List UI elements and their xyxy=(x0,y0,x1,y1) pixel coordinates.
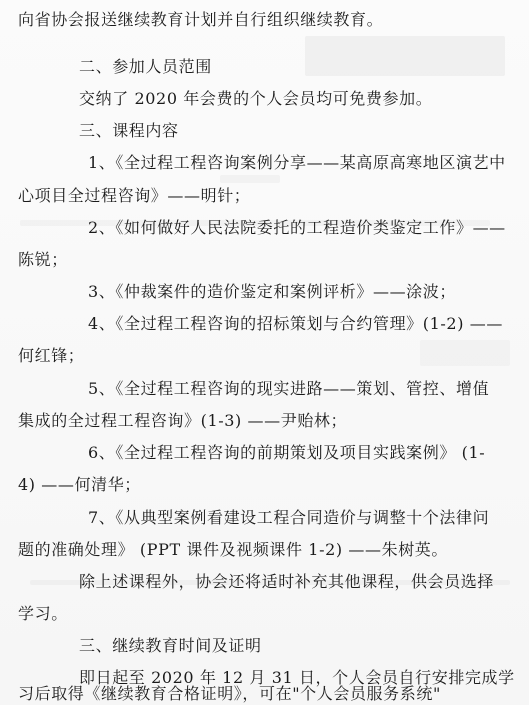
course-item-line: 3、《仲裁案件的造价鉴定和案例评析》——涂波； xyxy=(88,282,456,301)
course-item-line: 4) ——何清华； xyxy=(18,475,141,494)
show-through-mark xyxy=(420,340,510,366)
course-item-line: 7、《从典型案例看建设工程合同造价与调整十个法律问 xyxy=(88,508,490,527)
course-item-line: 4、《全过程工程咨询的招标策划与合约管理》(1-2) —— xyxy=(88,314,503,333)
text-line: 学习。 xyxy=(18,604,68,623)
show-through-mark xyxy=(220,175,280,183)
course-item-line: 1、《全过程工程咨询案例分享——某高原高寒地区演艺中 xyxy=(88,153,506,172)
text-line: 习后取得《继续教育合格证明》，可在"个人会员服务系统" xyxy=(18,684,441,703)
course-item-line: 2、《如何做好人民法院委托的工程造价类鉴定工作》—— xyxy=(88,218,506,237)
text-line: 除上述课程外，协会还将适时补充其他课程，供会员选择 xyxy=(79,572,495,591)
section-heading: 二、参加人员范围 xyxy=(79,57,212,76)
course-item-line: 5、《全过程工程咨询的现实进路——策划、管控、增值 xyxy=(88,379,490,398)
section-heading: 三、课程内容 xyxy=(79,121,179,140)
section-heading: 三、继续教育时间及证明 xyxy=(79,636,262,655)
course-item-line: 何红锋； xyxy=(18,346,85,365)
text-line: 交纳了 2020 年会费的个人会员均可免费参加。 xyxy=(79,89,433,108)
text-line: 向省协会报送继续教育计划并自行组织继续教育。 xyxy=(18,10,384,29)
course-item-line: 陈锐； xyxy=(18,250,68,269)
show-through-mark xyxy=(305,36,505,76)
course-item-line: 集成的全过程工程咨询》(1-3) ——尹贻林； xyxy=(18,411,348,430)
course-item-line: 题的准确处理》 (PPT 课件及视频课件 1-2) ——朱树英。 xyxy=(18,540,448,559)
course-item-line: 心项目全过程咨询》——明针； xyxy=(18,186,251,205)
course-item-line: 6、《全过程工程咨询的前期策划及项目实践案例》 (1- xyxy=(88,443,486,462)
text-line: 即日起至 2020 年 12 月 31 日，个人会员自行安排完成学 xyxy=(79,668,515,687)
